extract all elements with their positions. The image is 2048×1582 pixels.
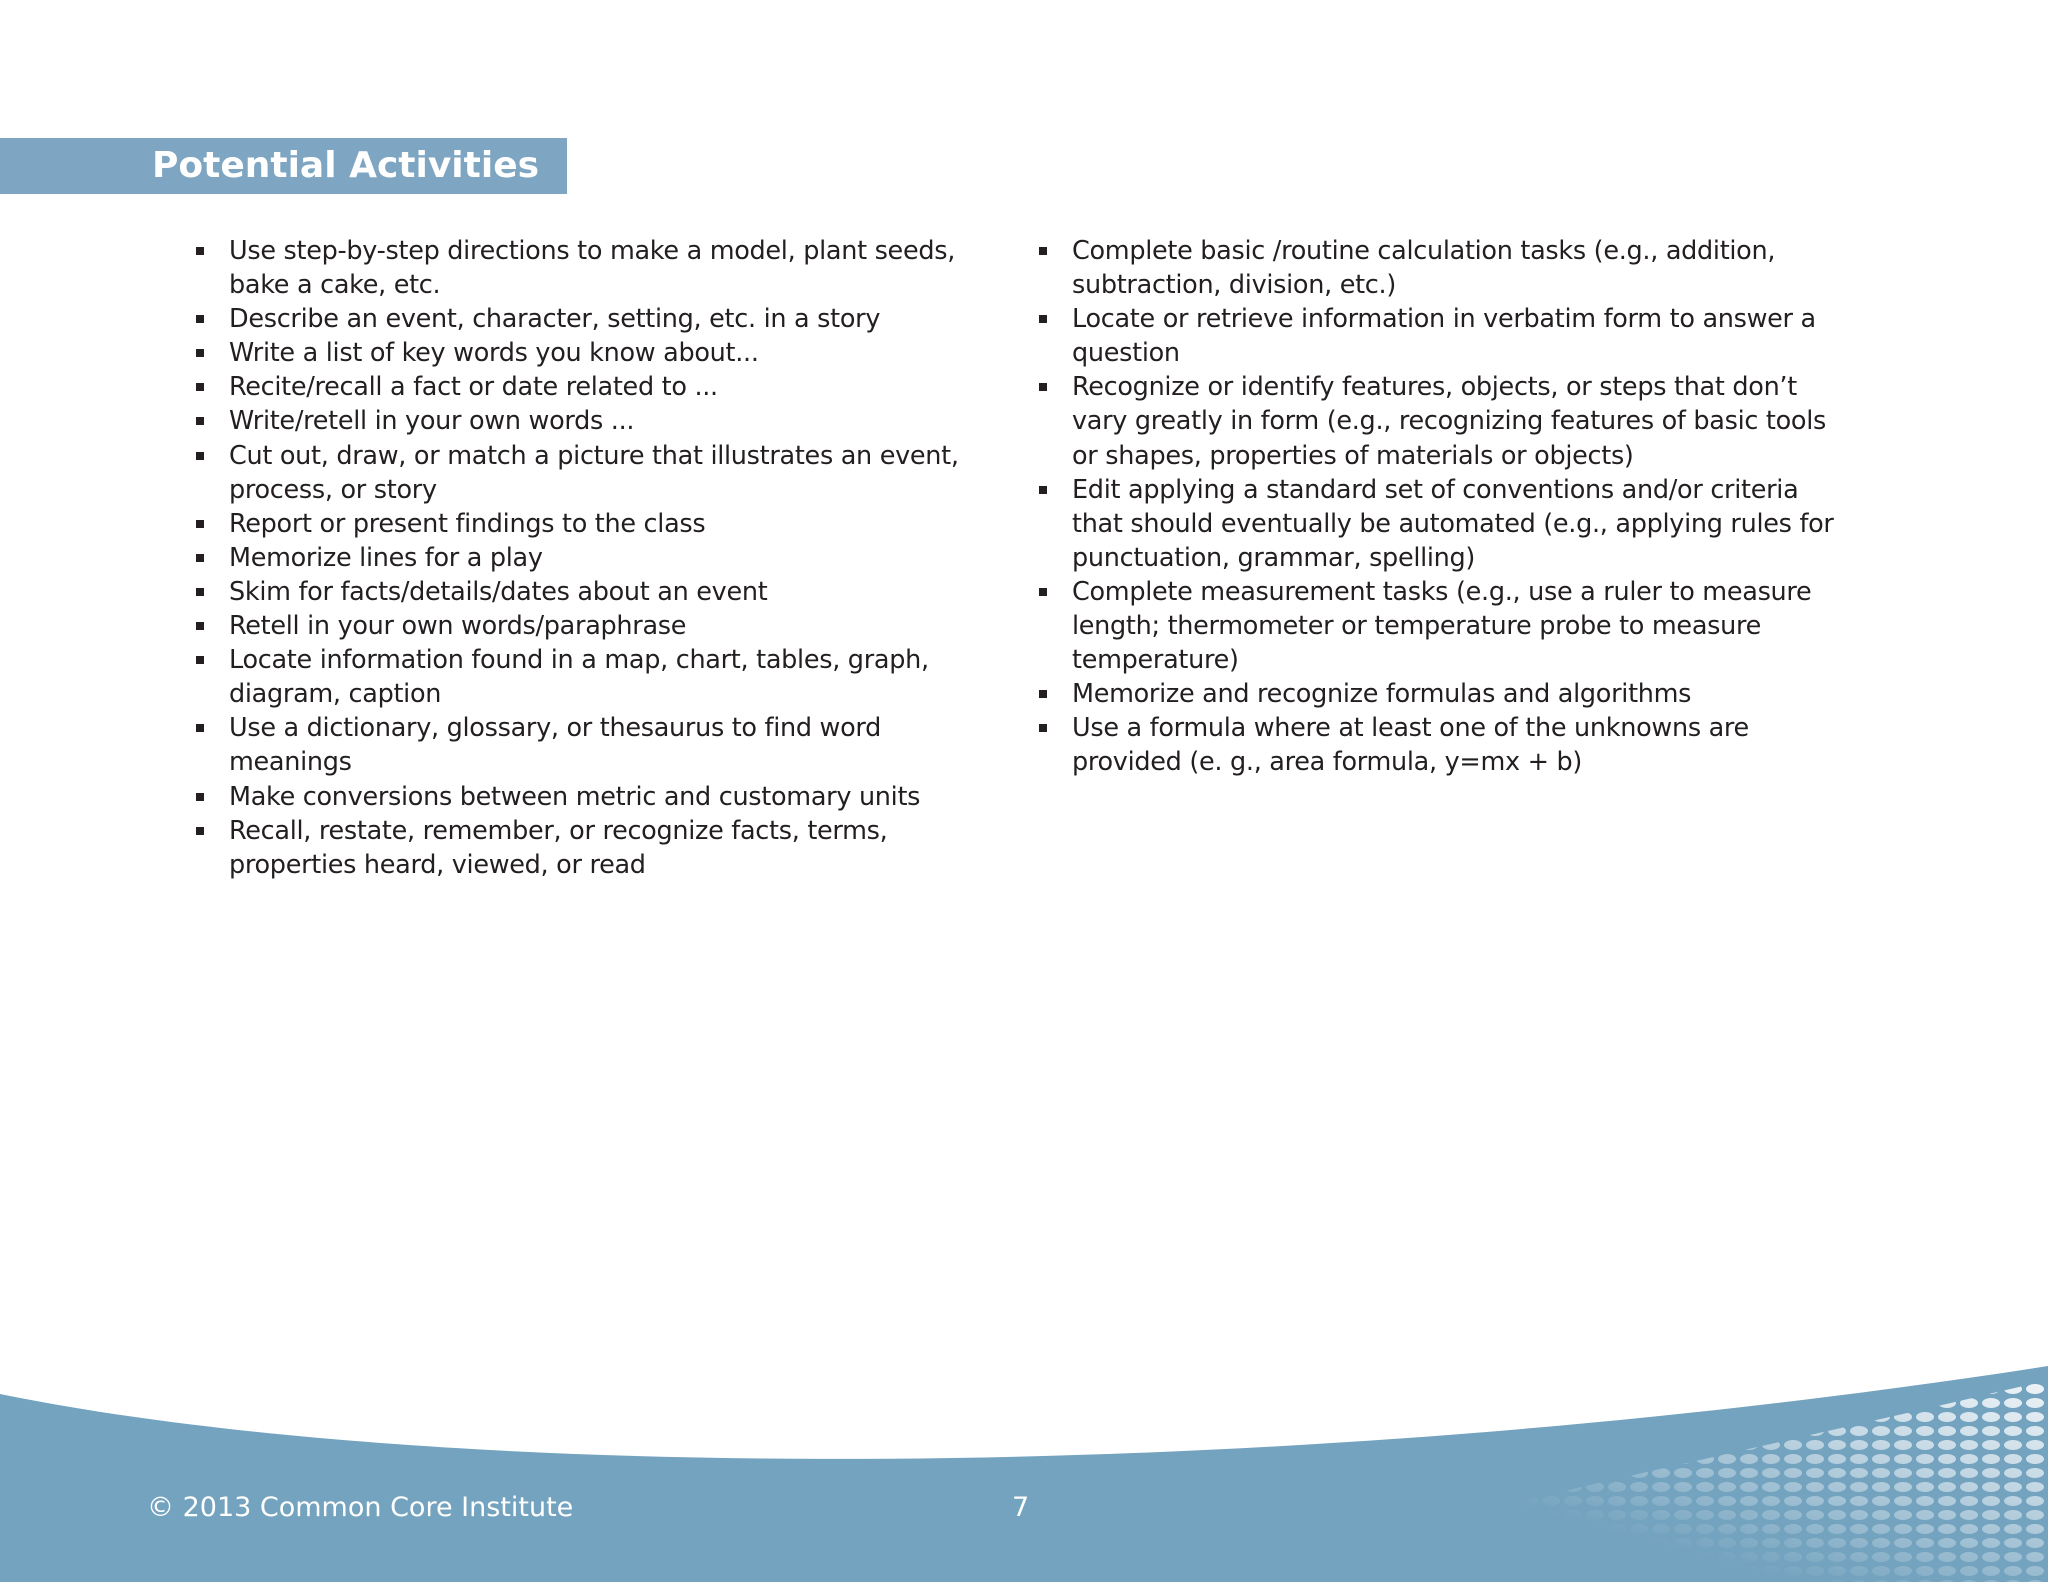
footer-band — [0, 1340, 2048, 1582]
square-bullet-icon — [196, 247, 204, 255]
square-bullet-icon — [1039, 315, 1047, 323]
square-bullet-icon — [196, 588, 204, 596]
square-bullet-icon — [196, 315, 204, 323]
activity-item — [193, 370, 973, 404]
square-bullet-icon — [196, 622, 204, 630]
square-bullet-icon — [196, 417, 204, 425]
activity-text: Skim for facts/details/dates about an event — [229, 576, 768, 607]
activity-item — [1036, 711, 1836, 779]
activity-item — [1036, 234, 1836, 302]
activity-item — [193, 780, 973, 814]
activity-text: Retell in your own words/paraphrase — [229, 611, 687, 642]
square-bullet-icon — [196, 520, 204, 528]
activity-text: Use step-by-step directions to make a model, plant seeds, bake a cake, etc. — [229, 236, 956, 301]
activity-text: Describe an event, character, setting, etc. in a story — [229, 304, 881, 335]
activity-item — [193, 439, 973, 507]
square-bullet-icon — [196, 383, 204, 391]
activity-text: Edit applying a standard set of conventions and/or criteria that should eventually be automated (e.g., applying rules for punctuation, grammar, spelling) — [1072, 474, 1834, 573]
activity-text: Memorize lines for a play — [229, 542, 543, 573]
activity-item — [1036, 677, 1836, 711]
activity-text: Use a formula where at least one of the unknowns are provided (e. g., area formula, y=mx + b) — [1072, 713, 1749, 778]
activity-item — [1036, 473, 1836, 575]
activity-item — [193, 814, 973, 882]
activity-item — [1036, 575, 1836, 677]
square-bullet-icon — [1039, 690, 1047, 698]
activity-item — [193, 507, 973, 541]
activity-text: Report or present findings to the class — [229, 508, 706, 539]
activities-list-left — [193, 234, 973, 882]
activity-item — [1036, 370, 1836, 472]
activity-text: Complete measurement tasks (e.g., use a ruler to measure length; thermometer or temperature probe to measure temperature) — [1072, 576, 1812, 676]
activity-text: Recite/recall a fact or date related to ... — [229, 372, 718, 403]
square-bullet-icon — [196, 724, 204, 732]
activity-item — [193, 302, 973, 336]
activity-text: Write a list of key words you know about... — [229, 338, 759, 369]
square-bullet-icon — [196, 554, 204, 562]
activity-item — [1036, 302, 1836, 370]
section-title: Potential Activities — [152, 145, 540, 186]
square-bullet-icon — [196, 827, 204, 835]
activity-item — [193, 541, 973, 575]
activities-list-right — [1036, 234, 1836, 780]
activity-text: Recall, restate, remember, or recognize facts, terms, properties heard, viewed, or read — [229, 815, 888, 880]
square-bullet-icon — [196, 349, 204, 357]
page-number: 7 — [1012, 1492, 1030, 1523]
activity-text: Memorize and recognize formulas and algorithms — [1072, 679, 1692, 710]
copyright-text: © 2013 Common Core Institute — [147, 1492, 574, 1523]
activity-item — [193, 711, 973, 779]
activity-item — [193, 643, 973, 711]
activity-text: Locate or retrieve information in verbatim form to answer a question — [1072, 304, 1816, 369]
activity-text: Make conversions between metric and customary units — [229, 781, 921, 812]
square-bullet-icon — [1039, 383, 1047, 391]
section-header-bar — [0, 138, 567, 194]
activity-item — [193, 336, 973, 370]
square-bullet-icon — [1039, 247, 1047, 255]
activity-item — [193, 404, 973, 438]
activity-text: Locate information found in a map, chart, tables, graph, diagram, caption — [229, 645, 929, 710]
activity-text: Cut out, draw, or match a picture that illustrates an event, process, or story — [229, 440, 959, 505]
activity-text: Write/retell in your own words ... — [229, 406, 635, 437]
square-bullet-icon — [196, 656, 204, 664]
activity-item — [193, 609, 973, 643]
activity-item — [193, 575, 973, 609]
square-bullet-icon — [196, 793, 204, 801]
square-bullet-icon — [196, 452, 204, 460]
activity-text: Complete basic /routine calculation tasks (e.g., addition, subtraction, division, etc.) — [1072, 236, 1776, 301]
square-bullet-icon — [1039, 588, 1047, 596]
square-bullet-icon — [1039, 724, 1047, 732]
square-bullet-icon — [1039, 486, 1047, 494]
activity-text: Use a dictionary, glossary, or thesaurus to find word meanings — [229, 713, 882, 778]
activity-item — [193, 234, 973, 302]
activity-text: Recognize or identify features, objects, or steps that don’t vary greatly in form (e.g., recognizing features of basic tools or shapes, properties of materials or objects) — [1072, 372, 1826, 471]
